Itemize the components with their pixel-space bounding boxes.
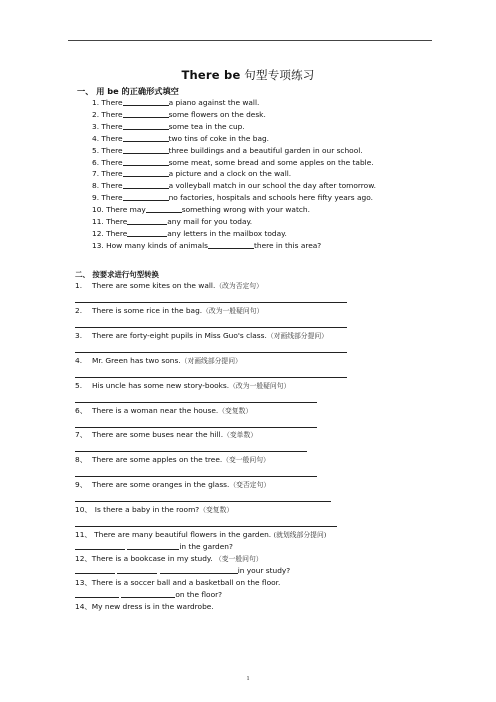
- answer-blank[interactable]: [123, 157, 169, 166]
- question-11: 11、 There are many beautiful flowers in the garden. (就划线部分提问): [75, 530, 327, 539]
- answer-blank[interactable]: [123, 145, 169, 154]
- rewrite-item: 9、 There are some oranges in the glass.（变否定句）: [75, 480, 271, 490]
- fill-item: 2. There some flowers on the desk.: [92, 109, 266, 119]
- rewrite-item: 2. There is some rice in the bag.（改为一般疑问句）: [75, 305, 264, 315]
- fill-item: 9. There no factories, hospitals and schools here fifty years ago.: [92, 193, 373, 203]
- fill-item: 8. There a volleyball match in our school the day after tomorrow.: [92, 181, 376, 191]
- section-1-heading: 一、 用 be 的正确形式填空: [77, 86, 179, 96]
- answer-blank[interactable]: [123, 109, 169, 118]
- answer-blank[interactable]: [160, 565, 238, 574]
- question-11-answer: in the garden?: [75, 541, 233, 552]
- fill-item: 10. There may something wrong with your watch.: [92, 205, 310, 215]
- fill-item: 3. There some tea in the cup.: [92, 121, 245, 131]
- answer-line[interactable]: [75, 501, 331, 502]
- fill-item: 5. There three buildings and a beautiful garden in our school.: [92, 145, 363, 155]
- question-14: 14、My new dress is in the wardrobe.: [75, 602, 214, 611]
- page-title: [0, 67, 496, 83]
- answer-blank[interactable]: [75, 541, 125, 550]
- answer-blank[interactable]: [127, 541, 179, 550]
- rewrite-item: 7、 There are some buses near the hill.（变单数）: [75, 430, 258, 440]
- rewrite-item: 10、 Is there a baby in the room?（变复数）: [75, 505, 234, 515]
- answer-blank[interactable]: [123, 97, 169, 106]
- header-rule: [68, 40, 432, 41]
- answer-line[interactable]: [75, 476, 317, 477]
- answer-line[interactable]: [75, 352, 347, 353]
- answer-blank[interactable]: [75, 589, 119, 598]
- answer-line[interactable]: [75, 327, 347, 328]
- answer-blank[interactable]: [123, 192, 169, 201]
- answer-blank[interactable]: [208, 240, 254, 249]
- rewrite-item: 6、 There is a woman near the house.（变复数）: [75, 405, 253, 415]
- answer-blank[interactable]: [127, 216, 167, 225]
- fill-item: 12. There any letters in the mailbox today.: [92, 228, 287, 238]
- fill-item: 6. There some meat, some bread and some apples on the table.: [92, 157, 374, 167]
- fill-item: 11. There any mail for you today.: [92, 217, 253, 226]
- fill-item: 4. There two tins of coke in the bag.: [92, 133, 270, 143]
- answer-line[interactable]: [75, 377, 347, 378]
- page-number: 1: [246, 676, 250, 682]
- answer-blank[interactable]: [123, 133, 169, 142]
- answer-blank[interactable]: [117, 565, 157, 574]
- answer-blank[interactable]: [75, 565, 115, 574]
- answer-blank[interactable]: [127, 228, 167, 237]
- answer-blank[interactable]: [123, 121, 169, 130]
- answer-blank[interactable]: [123, 168, 169, 177]
- answer-line[interactable]: [75, 526, 337, 527]
- question-12: 12、There is a bookcase in my study. （变一般问句）: [75, 554, 263, 563]
- title-chinese: 句型专项练习: [240, 68, 315, 82]
- rewrite-item: 1. There are some kites on the wall.（改为否定句）: [75, 281, 263, 290]
- rewrite-item: 8、 There are some apples on the tree.（变一般问句）: [75, 455, 270, 465]
- fill-item: 1. There a piano against the wall.: [92, 98, 260, 107]
- answer-blank[interactable]: [123, 180, 169, 189]
- answer-blank[interactable]: [146, 204, 182, 213]
- rewrite-item: 3. There are forty-eight pupils in Miss Guo's class.（对画线部分提问）: [75, 330, 328, 340]
- question-13-answer: on the floor?: [75, 589, 222, 600]
- question-12-answer: in your study?: [75, 565, 290, 576]
- fill-item: 7. There a picture and a clock on the wall.: [92, 169, 292, 179]
- rewrite-item: 5. His uncle has some new story-books.（改为一般疑问句）: [75, 380, 291, 390]
- answer-blank[interactable]: [121, 589, 175, 598]
- rewrite-item: 4. Mr. Green has two sons.（对画线部分提问）: [75, 355, 242, 365]
- answer-line[interactable]: [75, 402, 317, 403]
- question-13: 13、There is a soccer ball and a basketball on the floor.: [75, 578, 281, 587]
- answer-line[interactable]: [75, 302, 347, 303]
- fill-item: 13. How many kinds of animals there in this area?: [92, 240, 322, 250]
- answer-line[interactable]: [75, 427, 317, 428]
- section-2-heading: 二、 按要求进行句型转换: [75, 270, 159, 279]
- answer-line[interactable]: [75, 451, 307, 452]
- title-english: There be: [181, 68, 241, 82]
